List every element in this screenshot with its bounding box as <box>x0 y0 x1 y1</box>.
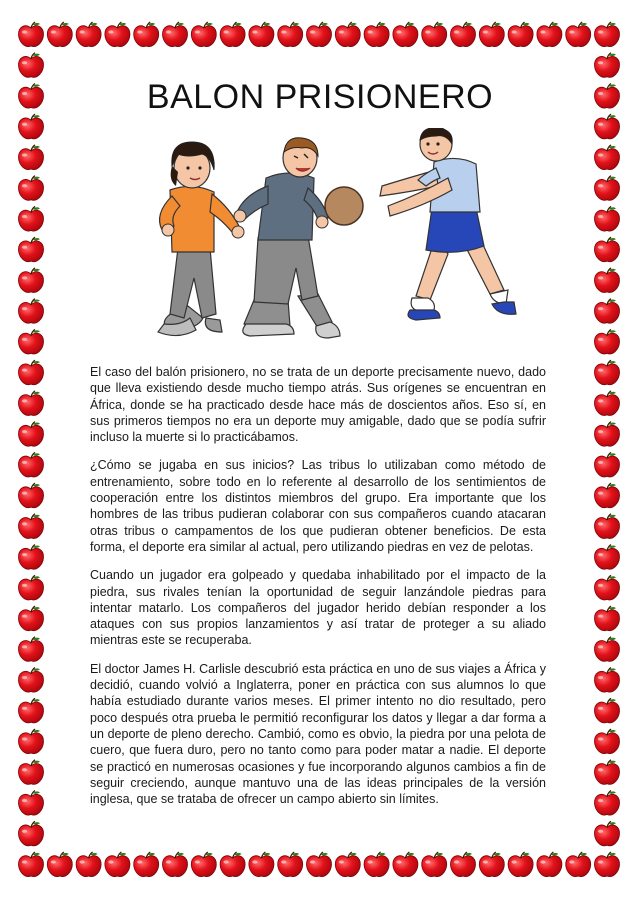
apple-icon <box>594 329 619 354</box>
apple-icon <box>594 22 619 47</box>
apple-icon <box>18 668 43 693</box>
apple-icon <box>508 852 533 877</box>
apple-icon <box>18 299 43 324</box>
apple-icon <box>18 53 43 78</box>
girl-figure <box>158 142 244 336</box>
apple-icon <box>537 22 562 47</box>
apple-icon <box>335 22 360 47</box>
apple-icon <box>594 53 619 78</box>
apple-icon <box>594 360 619 385</box>
apple-icon <box>18 575 43 600</box>
apple-icon <box>18 360 43 385</box>
apple-icon <box>220 22 245 47</box>
apple-icon <box>364 852 389 877</box>
article-body <box>90 364 546 819</box>
apple-icon <box>191 852 216 877</box>
apple-icon <box>18 729 43 754</box>
apple-icon <box>18 791 43 816</box>
apple-icon <box>594 575 619 600</box>
apple-icon <box>594 299 619 324</box>
apple-icon <box>393 852 418 877</box>
apple-icon <box>594 729 619 754</box>
apple-icon <box>18 206 43 231</box>
apple-icon <box>594 514 619 539</box>
apple-icon <box>18 637 43 662</box>
apple-icon <box>594 391 619 416</box>
apple-icon <box>422 852 447 877</box>
apple-icon <box>18 422 43 447</box>
apple-icon <box>566 22 591 47</box>
apple-icon <box>162 852 187 877</box>
apple-icon <box>18 452 43 477</box>
apple-icon <box>18 145 43 170</box>
apple-icon <box>18 606 43 631</box>
apple-icon <box>594 698 619 723</box>
apple-icon <box>594 668 619 693</box>
ball <box>325 187 363 225</box>
apple-icon <box>594 606 619 631</box>
apple-icon <box>508 22 533 47</box>
boy-hit-figure <box>234 138 340 338</box>
apple-icon <box>594 268 619 293</box>
apple-icon <box>393 22 418 47</box>
apple-icon <box>594 483 619 508</box>
apple-icon <box>594 422 619 447</box>
apple-icon <box>594 145 619 170</box>
dodgeball-illustration <box>118 128 528 344</box>
apple-icon <box>76 22 101 47</box>
apple-icon <box>18 545 43 570</box>
boy-throwing-figure <box>380 128 516 320</box>
apple-icon <box>479 22 504 47</box>
apple-icon <box>18 760 43 785</box>
apple-icon <box>594 791 619 816</box>
apple-icon <box>18 514 43 539</box>
apple-icon <box>76 852 101 877</box>
apple-icon <box>422 22 447 47</box>
apple-icon <box>18 391 43 416</box>
apple-icon <box>594 760 619 785</box>
apple-icon <box>18 114 43 139</box>
paragraph: Cuando un jugador era golpeado y quedaba inhabilitado por el impacto de la piedra, sus rivales tenían la oportunidad de seguir lanzándole piedras para intentar matarlo. Los compañeros del jugador herido debían responder a los ataques con sus propios lanzamientos y así tratar de proteger a su aliado mientras este se recuperaba. <box>90 568 546 648</box>
apple-icon <box>18 83 43 108</box>
apple-icon <box>18 237 43 262</box>
paragraph: El caso del balón prisionero, no se trata de un deporte precisamente nuevo, dado que lleva existiendo desde mucho tiempo atrás. Sus orígenes se encuentran en África, donde se ha practicado desde hace más de doscientos años. Eso sí, en sus primeros tiempos no era un deporte muy amigable, dado que se podía sufrir incluso la muerte si lo practicábamos. <box>90 365 546 445</box>
apple-icon <box>537 852 562 877</box>
apple-icon <box>191 22 216 47</box>
apple-icon <box>450 852 475 877</box>
apple-icon <box>18 852 43 877</box>
apple-icon <box>566 852 591 877</box>
apple-icon <box>594 452 619 477</box>
apple-icon <box>306 22 331 47</box>
apple-icon <box>594 176 619 201</box>
apple-icon <box>594 637 619 662</box>
apple-icon <box>105 852 130 877</box>
apple-icon <box>364 22 389 47</box>
apple-icon <box>18 821 43 846</box>
apple-icon <box>105 22 130 47</box>
apple-icon <box>335 852 360 877</box>
apple-icon <box>278 22 303 47</box>
apple-icon <box>594 237 619 262</box>
apple-icon <box>47 852 72 877</box>
apple-icon <box>249 22 274 47</box>
apple-icon <box>134 852 159 877</box>
apple-icon <box>450 22 475 47</box>
apple-icon <box>594 114 619 139</box>
paragraph: ¿Cómo se jugaba en sus inicios? Las tribus lo utilizaban como método de entrenamiento, sobre todo en lo referente al desarrollo de los sentimientos de cooperación entre los distintos miembros del grupo. Era importante que los hombres de las tribus pudieran colaborar con sus compañeros cuando atacaran otras tribus o campamentos de los que pudieran obtener beneficios. De esta forma, el deporte era similar al actual, pero utilizando piedras en vez de pelotas. <box>90 458 546 554</box>
page-title: BALON PRISIONERO <box>146 78 494 116</box>
apple-icon <box>594 821 619 846</box>
apple-icon <box>18 268 43 293</box>
apple-icon <box>18 698 43 723</box>
apple-icon <box>249 852 274 877</box>
paragraph: El doctor James H. Carlisle descubrió esta práctica en uno de sus viajes a África y decidió, cuando volvió a Inglaterra, poner en práctica con sus alumnos lo que había estudiado durante varios meses. El primer intento no dio resultado, pero poco después otra prueba le permitió reconfigurar los datos y llegar a dar forma a un deporte de pleno derecho. Cambió, como es obvio, la piedra por una pelota de cuero, que fuera duro, pero no tanto como para poder matar a nadie. El deporte se practicó en numerosas ocasiones y fue incorporando algunos cambios a fin de seguir creciendo, aunque mantuvo una de las ideas principales de la versión inglesa, que se trataba de ofrecer un campo abierto sin límites. <box>90 661 546 807</box>
apple-icon <box>162 22 187 47</box>
apple-icon <box>594 545 619 570</box>
apple-icon <box>594 206 619 231</box>
apple-icon <box>594 852 619 877</box>
apple-icon <box>220 852 245 877</box>
apple-icon <box>134 22 159 47</box>
apple-icon <box>18 176 43 201</box>
apple-icon <box>479 852 504 877</box>
apple-icon <box>278 852 303 877</box>
apple-icon <box>18 329 43 354</box>
apple-icon <box>306 852 331 877</box>
apple-icon <box>47 22 72 47</box>
apple-icon <box>594 83 619 108</box>
apple-icon <box>18 22 43 47</box>
apple-icon <box>18 483 43 508</box>
